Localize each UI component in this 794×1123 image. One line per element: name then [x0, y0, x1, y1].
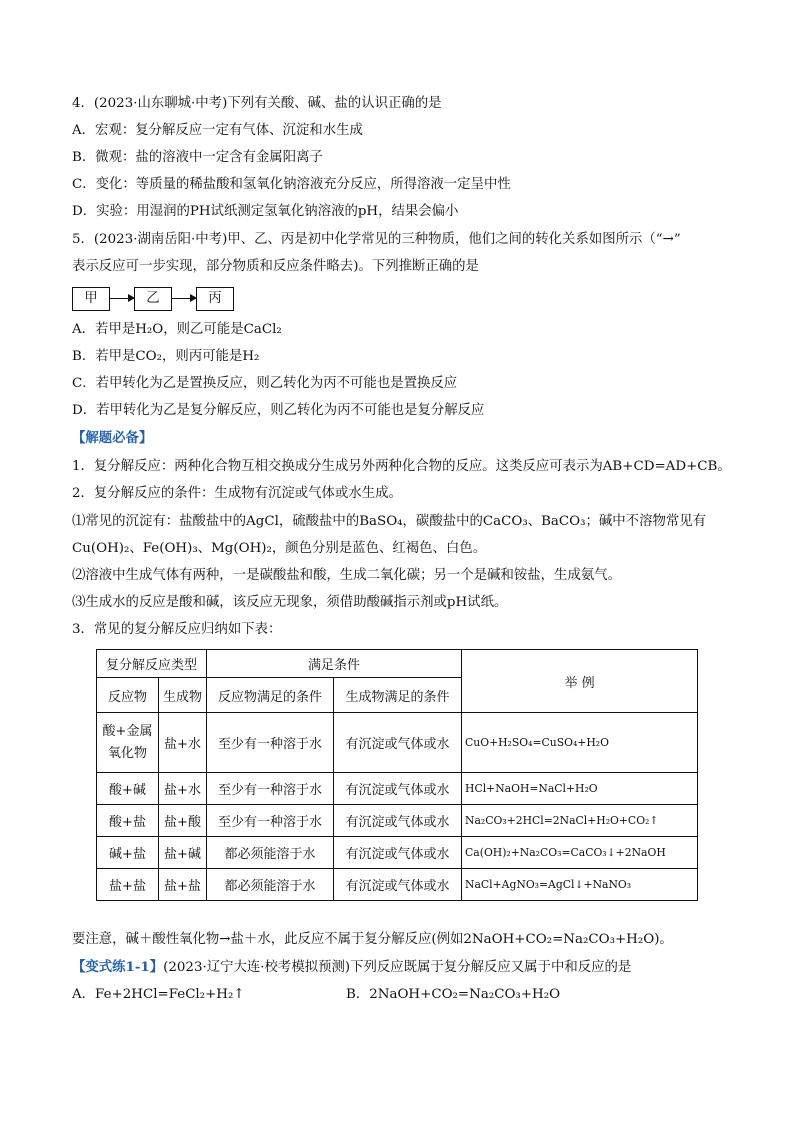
header-reactant: 反应物	[97, 678, 159, 713]
practice-line	[72, 958, 631, 977]
cell-reactant: 盐+盐	[97, 869, 159, 901]
diagram-box-jia: 甲	[72, 287, 110, 311]
q5-stem-line1: 5．(2023·湖南岳阳·中考)甲、乙、丙是初中化学常见的三种物质，他们之间的转化关系如图所示（“→”	[72, 232, 681, 247]
reaction-table	[96, 649, 698, 901]
cell-reactant: 酸+碱	[97, 773, 159, 805]
arrow-icon	[109, 298, 134, 299]
arrow-icon	[171, 298, 196, 299]
cell-reactant-condition: 至少有一种溶于水	[207, 805, 334, 837]
q5-option-a: A．若甲是H₂O，则乙可能是CaCl₂	[72, 322, 282, 337]
cell-product-condition: 有沉淀或气体或水	[334, 837, 462, 869]
tips-p3a: ⑴常见的沉淀有：盐酸盐中的AgCl，硫酸盐中的BaSO₄，碳酸盐中的CaCO₃、BaCO₃；碱中不溶物常见有	[72, 514, 707, 529]
cell-reactant: 酸+盐	[97, 805, 159, 837]
cell-reactant-condition: 都必须能溶于水	[207, 837, 334, 869]
header-conditions: 满足条件	[207, 650, 462, 678]
cell-product-condition: 有沉淀或气体或水	[334, 773, 462, 805]
cell-product-condition: 有沉淀或气体或水	[334, 869, 462, 901]
header-example: 举 例	[462, 650, 698, 713]
cell-reactant-condition: 至少有一种溶于水	[207, 773, 334, 805]
cell-product: 盐+水	[159, 773, 207, 805]
header-product: 生成物	[159, 678, 207, 713]
table-row	[97, 869, 698, 901]
cell-example: Na₂CO₃+2HCl=2NaCl+H₂O+CO₂↑	[462, 805, 698, 837]
header-product-condition: 生成物满足的条件	[334, 678, 462, 713]
cell-product: 盐+水	[159, 713, 207, 773]
header-reaction-type: 复分解反应类型	[97, 650, 207, 678]
q4-option-a: A．宏观：复分解反应一定有气体、沉淀和水生成	[72, 123, 363, 138]
cell-example: HCl+NaOH=NaCl+H₂O	[462, 773, 698, 805]
diagram-box-yi: 乙	[134, 287, 172, 311]
cell-product-condition: 有沉淀或气体或水	[334, 713, 462, 773]
tips-p4: ⑵溶液中生成气体有两种，一是碳酸盐和酸，生成二氧化碳；另一个是碱和铵盐，生成氨气。	[72, 568, 622, 583]
q4-option-b: B．微观：盐的溶液中一定含有金属阳离子	[72, 150, 323, 165]
tips-p3b: Cu(OH)₂、Fe(OH)₃、Mg(OH)₂，颜色分别是蓝色、红褐色、白色。	[72, 541, 487, 556]
cell-reactant: 碱+盐	[97, 837, 159, 869]
q5-option-d: D．若甲转化为乙是复分解反应，则乙转化为丙不可能也是复分解反应	[72, 403, 485, 418]
cell-product: 盐+碱	[159, 837, 207, 869]
practice-stem: (2023·辽宁大连·校考模拟预测)下列反应既属于复分解反应又属于中和反应的是	[163, 960, 632, 975]
cell-reactant-condition: 都必须能溶于水	[207, 869, 334, 901]
tips-heading: 【解题必备】	[72, 430, 153, 446]
practice-tag: 【变式练1-1】	[72, 959, 164, 975]
cell-product: 盐+盐	[159, 869, 207, 901]
q4-stem: 4．(2023·山东聊城·中考)下列有关酸、碱、盐的认识正确的是	[72, 96, 442, 111]
q5-option-c: C．若甲转化为乙是置换反应，则乙转化为丙不可能也是置换反应	[72, 376, 458, 391]
cell-product: 盐+酸	[159, 805, 207, 837]
table-row	[97, 837, 698, 869]
q5-option-b: B．若甲是CO₂，则丙可能是H₂	[72, 349, 260, 364]
tips-p6: 3．常见的复分解反应归纳如下表：	[72, 622, 282, 637]
tips-p1: 1．复分解反应：两种化合物互相交换成分生成另外两种化合物的反应。这类反应可表示为AB+CD=AD+CB。	[72, 459, 731, 474]
cell-reactant-condition: 至少有一种溶于水	[207, 713, 334, 773]
q4-option-d: D．实验：用湿润的PH试纸测定氢氧化钠溶液的pH，结果会偏小	[72, 204, 459, 219]
table-row	[97, 713, 698, 773]
header-reactant-condition: 反应物满足的条件	[207, 678, 334, 713]
cell-product-condition: 有沉淀或气体或水	[334, 805, 462, 837]
cell-example: Ca(OH)₂+Na₂CO₃=CaCO₃↓+2NaOH	[462, 837, 698, 869]
diagram-box-bing: 丙	[196, 287, 234, 311]
note-line: 要注意，碱＋酸性氧化物→盐＋水，此反应不属于复分解反应(例如2NaOH+CO₂=Na₂CO₃+H₂O)。	[72, 932, 673, 947]
practice-option-b: B．2NaOH+CO₂=Na₂CO₃+H₂O	[346, 987, 561, 1002]
tips-p2: 2．复分解反应的条件：生成物有沉淀或气体或水生成。	[72, 486, 402, 501]
q5-stem-line2: 表示反应可一步实现，部分物质和反应条件略去)。下列推断正确的是	[72, 259, 479, 274]
practice-option-a: A．Fe+2HCl=FeCl₂+H₂↑	[72, 987, 245, 1002]
cell-example: CuO+H₂SO₄=CuSO₄+H₂O	[462, 713, 698, 773]
cell-example: NaCl+AgNO₃=AgCl↓+NaNO₃	[462, 869, 698, 901]
table-row	[97, 773, 698, 805]
q4-option-c: C．变化：等质量的稀盐酸和氢氧化钠溶液充分反应，所得溶液一定呈中性	[72, 177, 511, 192]
table-row	[97, 805, 698, 837]
tips-p5: ⑶生成水的反应是酸和碱，该反应无现象，须借助酸碱指示剂或pH试纸。	[72, 595, 508, 610]
cell-reactant: 酸+金属氧化物	[97, 713, 159, 773]
